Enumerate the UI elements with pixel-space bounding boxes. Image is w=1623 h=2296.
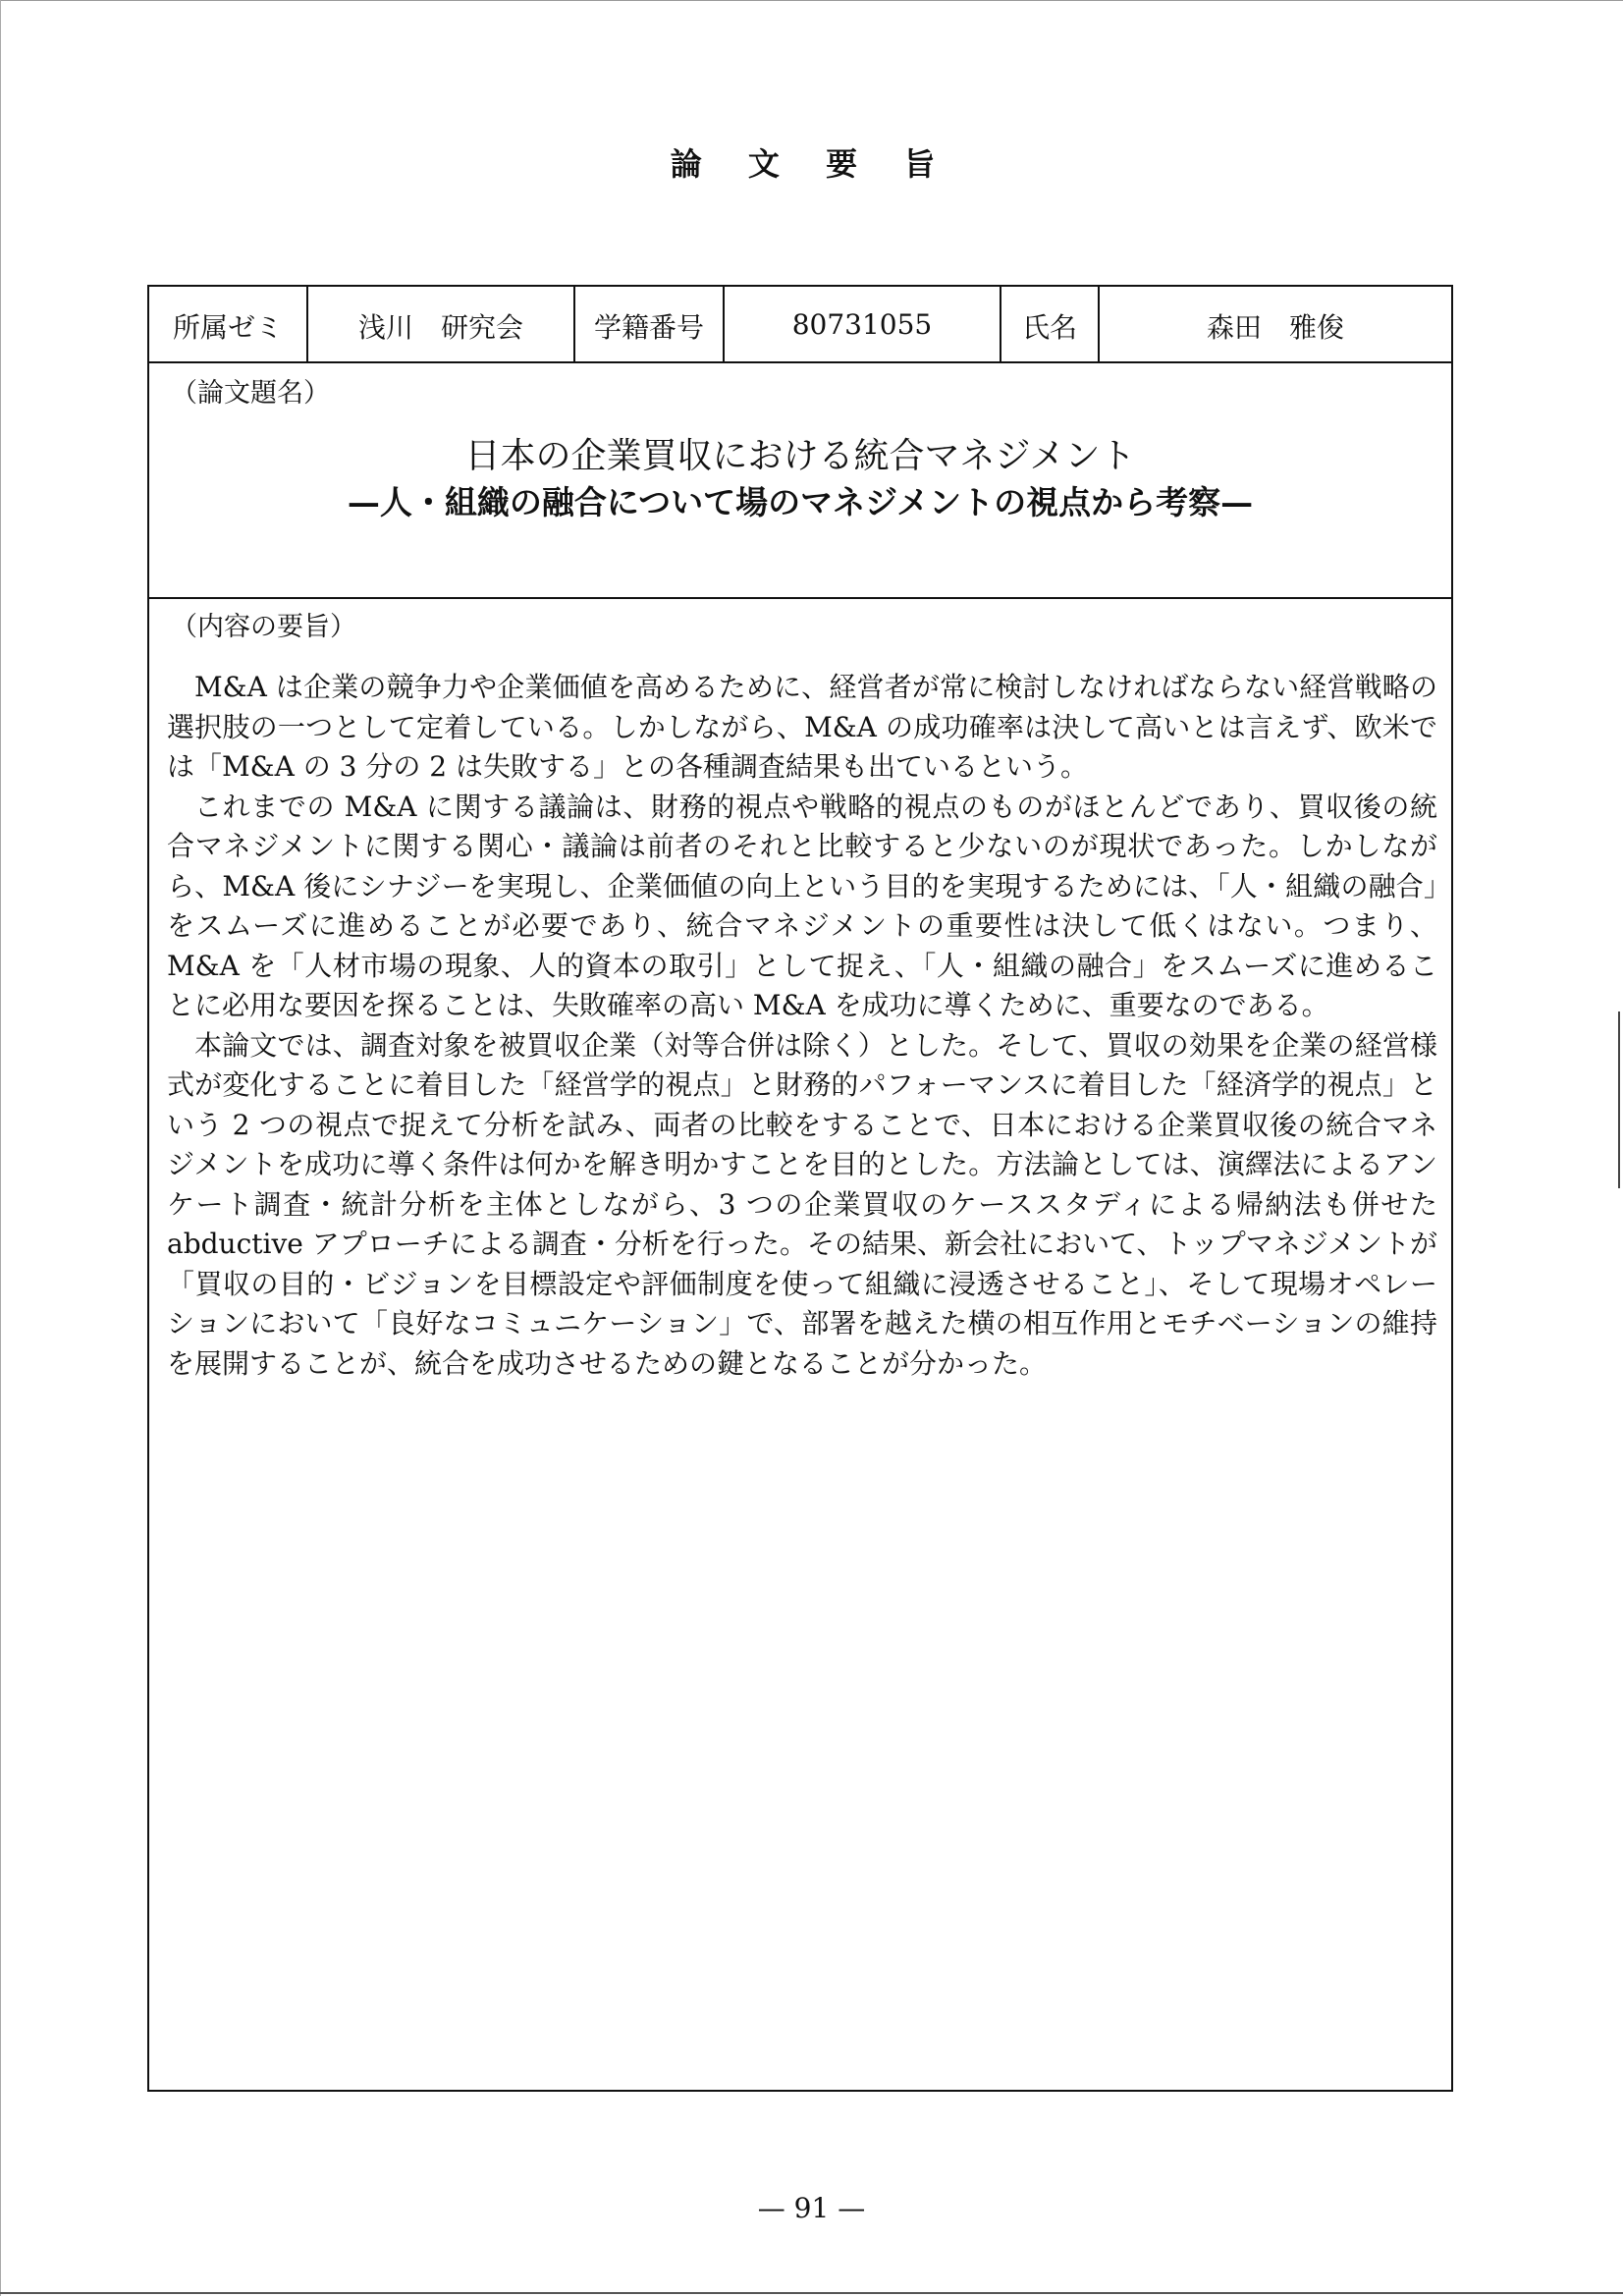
seminar-label: 所属ゼミ [149,287,308,361]
name-label: 氏名 [1001,287,1100,361]
student-id-label: 学籍番号 [575,287,725,361]
summary-section [149,597,1451,2090]
student-id-value: 80731055 [725,287,1001,361]
summary-paragraph: M&A は企業の競争力や企業価値を高めるために、経営者が常に検討しなければならない経営戦略の選択肢の一つとして定着している。しかしながら、M&A の成功確率は決して高いとは言えず、欧米では「M&A の 3 分の 2 は失敗する」との各種調査結果も出ているという。 [167,671,1437,783]
summary-label: （内容の要旨） [171,612,356,642]
scan-edge-bottom [0,2292,1623,2294]
thesis-title: 日本の企業買収における統合マネジメント [464,436,1136,476]
summary-paragraph: 本論文では、調査対象を被買収企業（対等合併は除く）とした。そして、買収の効果を企業の経営様式が変化することに着目した「経営学的視点」と財務的パフォーマンスに着目した「経済学的視点」という 2 つの視点で捉えて分析を試み、両者の比較をすることで、日本における企業買収後の統合マネジメントを成功に導く条件は何かを解き明かすことを目的とした。方法論としては、演繹法によるアンケート調査・統計分析を主体としながら、3 つの企業買収のケーススタディによる帰納法も併せた abductive アプローチによる調査・分析を行った。その結果、新会社において、トップマネジメントが「買収の目的・ビジョンを目標設定や評価制度を使って組織に浸透させること」、そして現場オペレーションにおいて「良好なコミュニケーション」で、部署を越えた横の相互作用とモチベーションの維持を展開することが、統合を成功させるための鍵となることが分かった。 [167,1028,1437,1380]
scan-edge-top [0,0,1623,1]
summary-body [167,668,1437,1384]
page-title: 論 文 要 旨 [670,145,953,183]
thesis-title-label: （論文題名） [171,378,330,409]
page-number: — 91 — [757,2192,866,2224]
scan-edge-left [0,0,1,2296]
seminar-value: 浅川 研究会 [308,287,575,361]
name-value: 森田 雅俊 [1206,311,1344,344]
scan-edge-right [1618,1011,1620,1188]
thesis-title-section [149,361,1451,599]
abstract-form [147,285,1453,2092]
header-row [149,287,1451,363]
thesis-subtitle: —人・組織の融合について場のマネジメントの視点から考察— [347,483,1254,521]
summary-paragraph: これまでの M&A に関する議論は、財務的視点や戦略的視点のものがほとんどであり、買収後の統合マネジメントに関する関心・議論は前者のそれと比較すると少ないのが現状であった。しかしながら、M&A 後にシナジーを実現し、企業価値の向上という目的を実現するためには、「人・組織の融合」をスムーズに進めることが必要であり、統合マネジメントの重要性は決して低くはない。つまり、M&A を「人材市場の現象、人的資本の取引」として捉え、「人・組織の融合」をスムーズに進めることに必用な要因を探ることは、失敗確率の高い M&A を成功に導くために、重要なのである。 [167,790,1437,1021]
